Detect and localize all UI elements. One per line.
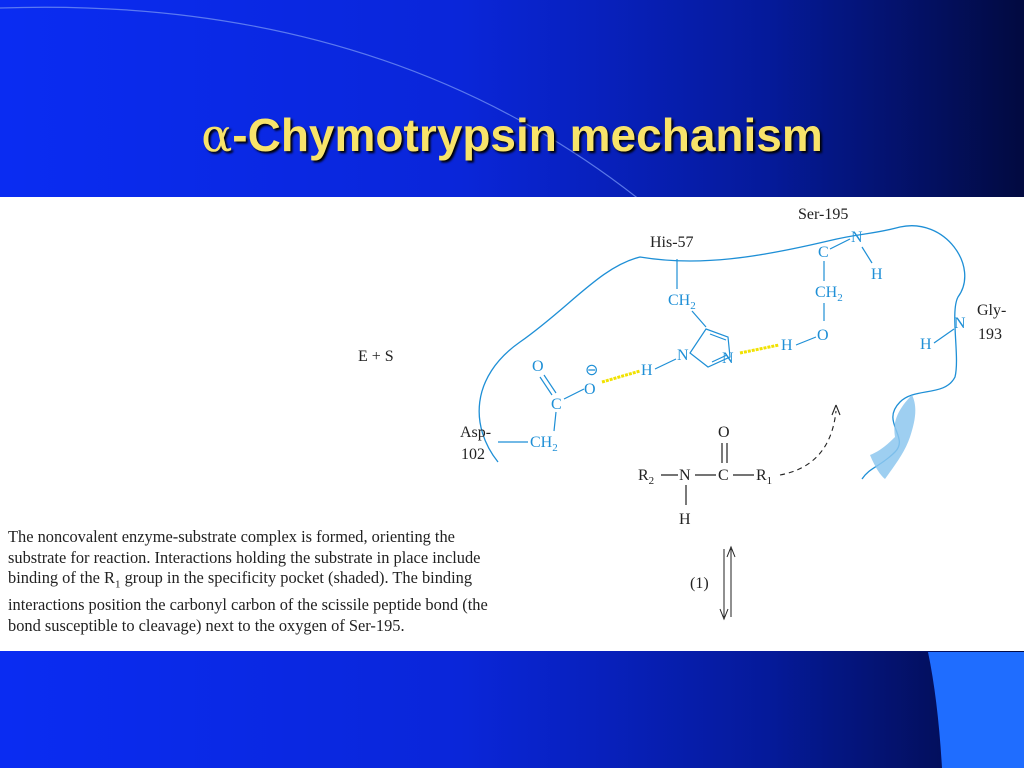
gly-n-atom: N [954,315,966,332]
his-ch2-ring-bond [692,311,706,327]
gly-nh-bond [934,329,954,343]
binding-arrow [780,411,836,475]
his57-label: His-57 [650,234,694,251]
ser-nh-bond [862,247,872,263]
ser-oh-atom: H [781,337,793,354]
asp-ch2-group: $CH_2$ [530,434,558,454]
hbond-asp-his [602,371,640,382]
asp-c-o-double-a [540,377,552,395]
ser-cn-bond [830,239,850,249]
ser-oh-bond [796,337,816,345]
ser-o-atom: O [817,327,829,344]
negative-charge-symbol: ⊖ [585,362,599,379]
alpha-symbol: α [201,108,233,162]
gly193-label: Gly- [977,302,1007,319]
r1-group: $R_1$ [756,467,773,487]
carbonyl-o-atom: O [718,424,730,441]
asp102-number: 102 [461,446,485,463]
caption-line: binding of the $R_1$ group in the specificity pocket (shaded). The binding [8,568,473,591]
step-label: (1) [690,575,709,592]
caption-line: substrate for reaction. Interactions holding the substrate in place include [8,547,481,567]
slide-title [0,108,1024,162]
his-ch2-group: $CH_2$ [668,292,696,312]
his-nh-bond [655,359,676,369]
ser-nh-atom: H [871,266,883,283]
his-n1-atom: N [677,347,689,364]
peptide-h-atom: H [679,511,691,528]
asp-c-o-double-b [544,375,556,393]
asp-c-atom: C [551,396,562,413]
title-text: -Chymotrypsin mechanism [232,109,823,161]
gly193-number: 193 [978,326,1002,343]
asp-o2-atom: O [584,381,596,398]
his-nh-atom: H [641,362,653,379]
asp102-label: Asp- [460,424,492,441]
asp-c-o2-bond [564,389,584,399]
ser195-label: Ser-195 [798,206,849,223]
his-n3-atom: N [722,350,734,367]
mechanism-figure [0,197,1024,651]
ser-n-atom: N [851,229,863,246]
caption-line: bond susceptible to cleavage) next to the oxygen of Ser-195. [8,615,405,635]
caption-line: The noncovalent enzyme-substrate complex is formed, orienting the [8,527,455,546]
carbonyl-c-atom: C [718,467,729,484]
ser-c-atom: C [818,244,829,261]
binding-arrow-head [832,405,840,415]
hbond-his-ser [740,345,779,353]
specificity-pocket [870,395,915,479]
asp-ch2-c-bond [554,412,556,431]
r2-group: $R_2$ [638,467,655,487]
figure-caption [8,527,568,636]
peptide-n-atom: N [679,467,691,484]
ser-ch2-group: $CH_2$ [815,284,843,304]
gly-h-atom: H [920,336,932,353]
es-label: E + S [358,348,394,365]
caption-line: interactions position the carbonyl carbon of the scissile peptide bond (the [8,595,488,615]
asp-o1-atom: O [532,358,544,375]
